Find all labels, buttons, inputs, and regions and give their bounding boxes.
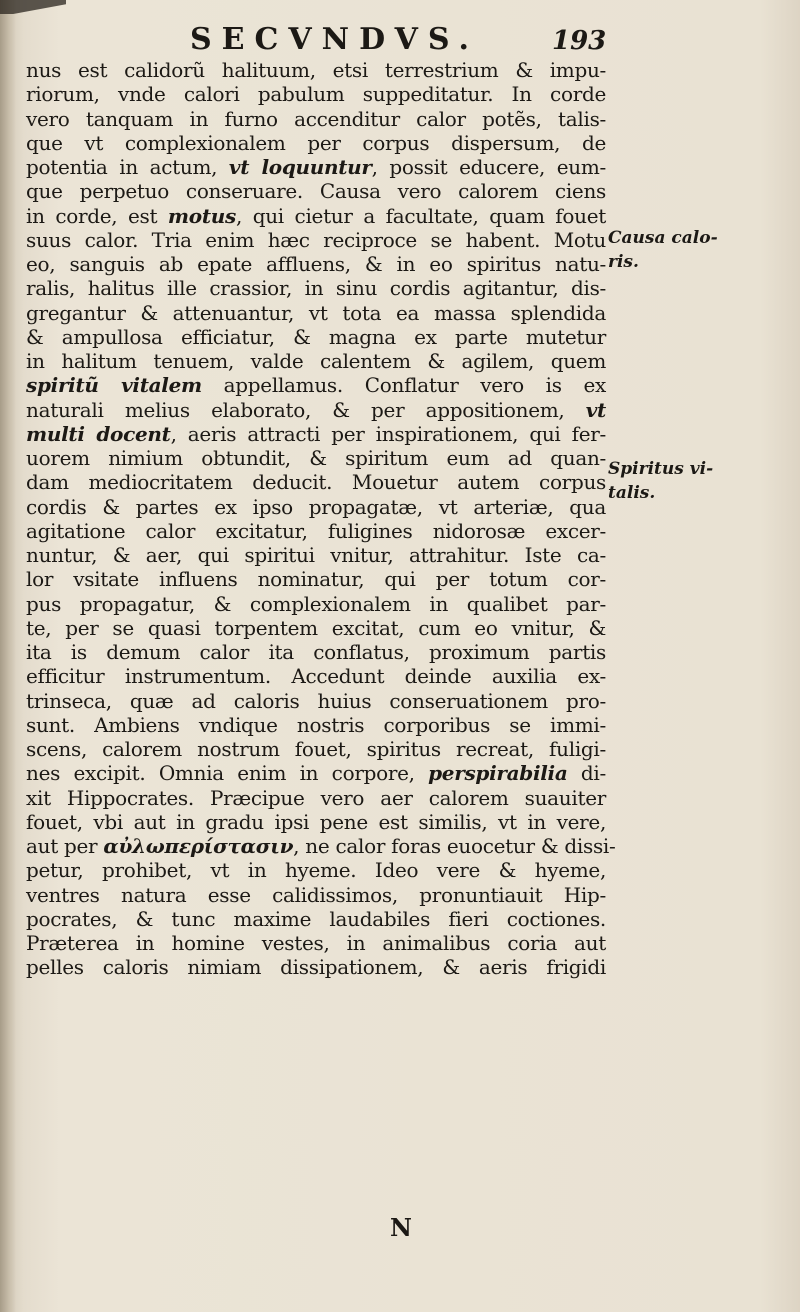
text-run: vero tanquam in furno accenditur calor potẽs, talis- — [26, 106, 606, 131]
text-run: , aeris attracti per inspirationem, qui fer- — [170, 421, 606, 446]
text-line — [26, 422, 606, 446]
italic-phrase: αὐλωπερίστασιν — [103, 834, 294, 858]
text-run: nus est calidorũ halituum, etsi terrestrium & impu- — [26, 58, 606, 82]
text-run: scens, calorem nostrum fouet, spiritus recreat, fuligi- — [26, 737, 606, 761]
text-run: petur, prohibet, vt in hyeme. Ideo vere & hyeme, — [26, 858, 606, 883]
text-run: aut per — [26, 834, 104, 858]
text-line — [26, 179, 606, 203]
italic-phrase: perspirabilia — [428, 761, 568, 786]
text-line — [26, 58, 606, 82]
text-run: ita is demum calor ita conflatus, proximum partis — [26, 640, 606, 664]
page-spine-shadow — [0, 0, 16, 1312]
text-run: pocrates, & tunc maxime laudabiles fieri coctiones. — [26, 906, 606, 931]
text-run: te, per se quasi torpentem excitat, cum eo vnitur, & — [26, 615, 606, 640]
text-line — [26, 470, 606, 494]
margin-note-line: Spiritus vi- — [608, 459, 714, 479]
text-run: Præterea in homine vestes, in animalibus coria aut — [26, 931, 606, 955]
page-header — [190, 22, 610, 62]
italic-phrase: motus — [167, 203, 236, 228]
text-run: , qui cietur a facultate, quam fouet — [235, 203, 606, 228]
text-line — [26, 689, 606, 713]
text-run: , ne calor foras euocetur & dissi- — [293, 834, 616, 858]
text-line — [26, 834, 616, 858]
text-run: ralis, halitus ille crassior, in sinu cordis agitantur, dis- — [26, 276, 606, 301]
text-line — [26, 325, 606, 349]
signature-mark: N — [390, 1213, 412, 1242]
text-line — [26, 131, 606, 155]
text-line — [26, 301, 606, 325]
text-line — [26, 883, 606, 907]
text-run: appellamus. Conflatur vero is ex — [201, 373, 606, 398]
text-run: di- — [567, 761, 606, 786]
text-line — [26, 228, 606, 252]
margin-note-line: Causa calo- — [608, 228, 718, 248]
text-line — [26, 907, 606, 931]
text-run: fouet, vbi aut in gradu ipsi pene est similis, vt in vere, — [26, 809, 606, 834]
text-run: in halitum tenuem, valde calentem & agilem, quem — [26, 349, 606, 373]
text-run: efficitur instrumentum. Accedunt deinde auxilia ex- — [26, 664, 606, 689]
text-line — [26, 567, 606, 591]
text-run: , possit educere, eum- — [371, 155, 606, 179]
text-run: trinseca, quæ ad caloris huius conseruationem pro- — [26, 688, 606, 713]
margin-note-line: talis. — [608, 483, 656, 503]
text-run: naturali melius elaborato, & per appositionem, — [26, 397, 586, 422]
text-run: gregantur & attenuantur, vt tota ea massa splendida — [26, 300, 606, 325]
text-line — [26, 495, 606, 519]
text-line — [26, 664, 606, 688]
text-run: que vt complexionalem per corpus dispersum, de — [26, 130, 606, 155]
corner-ink-mark — [0, 0, 66, 14]
text-line — [26, 155, 606, 179]
body-text — [26, 58, 616, 980]
text-line — [26, 543, 606, 567]
text-run: in corde, est — [26, 203, 168, 228]
text-line — [26, 519, 606, 543]
text-run: eo, sanguis ab epate affluens, & in eo spiritus natu- — [26, 252, 606, 276]
text-line — [26, 737, 606, 761]
text-line — [26, 349, 606, 373]
text-line — [26, 204, 606, 228]
margin-note-spiritus-vitalis — [608, 457, 798, 505]
text-run: potentia in actum, — [26, 155, 229, 179]
text-line — [26, 107, 606, 131]
text-run: pelles caloris nimiam dissipationem, & aeris frigidi — [26, 955, 606, 980]
text-run: nuntur, & aer, qui spiritui vnitur, attrahitur. Iste ca- — [26, 543, 606, 567]
italic-phrase: spiritũ vitalem — [26, 373, 202, 398]
text-line — [26, 446, 606, 470]
text-line — [26, 955, 606, 979]
page-number: 193 — [552, 26, 607, 56]
margin-note-causa-caloris — [608, 226, 798, 274]
text-run: que perpetuo conseruare. Causa vero calorem ciens — [26, 179, 606, 204]
text-run: agitatione calor excitatur, fuligines nidorosæ excer- — [26, 518, 606, 543]
italic-phrase: vt loquuntur — [228, 155, 372, 179]
text-line — [26, 786, 606, 810]
text-line — [26, 276, 606, 300]
margin-note-line: ris. — [608, 252, 639, 272]
text-run: xit Hippocrates. Præcipue vero aer calorem suauiter — [26, 785, 606, 810]
italic-phrase: multi docent — [26, 421, 171, 446]
text-run: pus propagatur, & complexionalem in qualibet par- — [26, 591, 606, 616]
text-run: suus calor. Tria enim hæc reciproce se habent. Motu — [26, 227, 606, 252]
text-run: lor vsitate influens nominatur, qui per totum cor- — [26, 567, 606, 592]
text-run: dam mediocritatem deducit. Mouetur autem corpus — [26, 470, 606, 495]
text-line — [26, 713, 606, 737]
text-run: riorum, vnde calori pabulum suppeditatur. In corde — [26, 82, 606, 107]
text-line — [26, 858, 606, 882]
text-line — [26, 810, 606, 834]
text-line — [26, 616, 606, 640]
text-line — [26, 761, 606, 785]
text-line — [26, 398, 606, 422]
text-line — [26, 373, 606, 397]
text-run: sunt. Ambiens vndique nostris corporibus se immi- — [26, 712, 606, 737]
text-line — [26, 252, 606, 276]
text-line — [26, 640, 606, 664]
text-line — [26, 592, 606, 616]
text-line — [26, 931, 606, 955]
text-run: & ampullosa efficiatur, & magna ex parte mutetur — [26, 324, 606, 349]
running-head: SECVNDVS. — [190, 22, 479, 57]
text-run: nes excipit. Omnia enim in corpore, — [26, 761, 429, 786]
text-run: uorem nimium obtundit, & spiritum eum ad quan- — [26, 446, 606, 470]
text-line — [26, 82, 606, 106]
italic-phrase: vt — [585, 397, 606, 422]
text-run: cordis & partes ex ipso propagatæ, vt arteriæ, qua — [26, 494, 606, 519]
text-run: ventres natura esse calidissimos, pronuntiauit Hip- — [26, 882, 606, 907]
